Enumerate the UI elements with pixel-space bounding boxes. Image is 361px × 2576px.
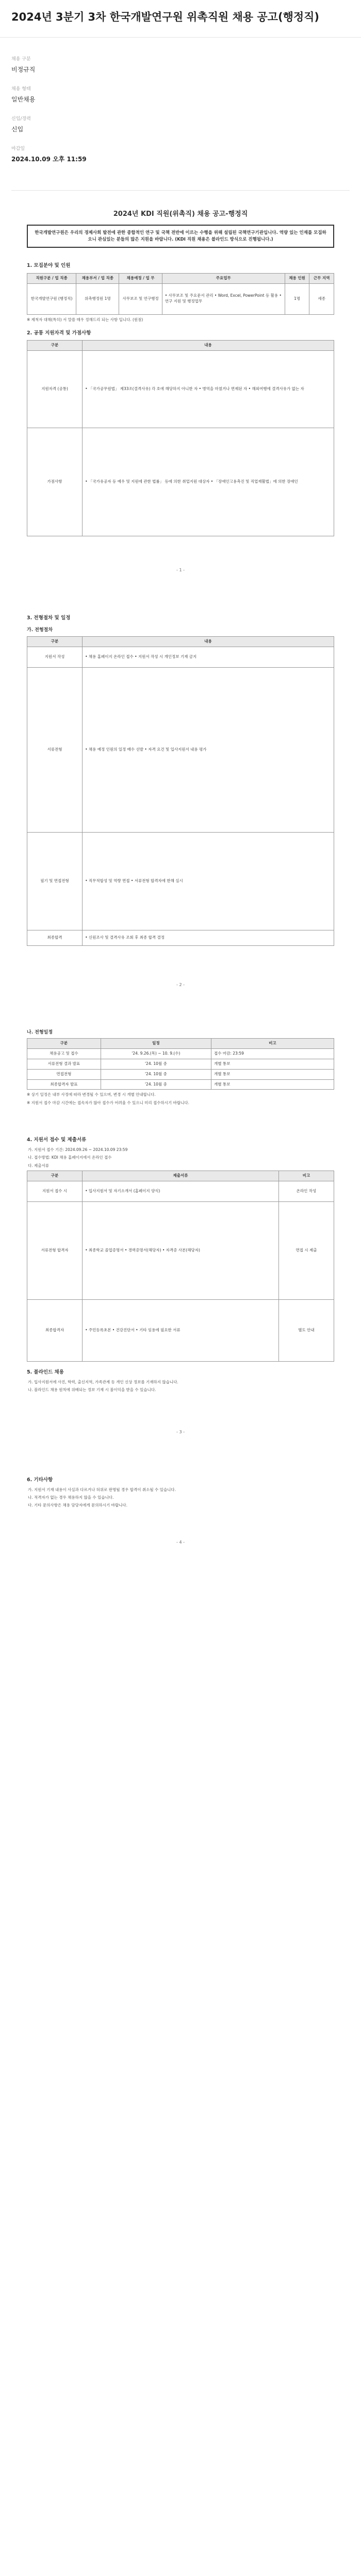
table-row <box>27 832 334 930</box>
section-6-line: 다. 기타 문의사항은 채용 담당자에게 문의하시기 바랍니다. <box>28 1503 127 1508</box>
career-level-value: 신입 <box>11 126 24 133</box>
table-header: 직원구분 / 업 직종 <box>27 273 76 283</box>
table-cell: 지원서 접수 시 <box>27 1181 83 1201</box>
table-header: 비고 <box>211 1039 334 1049</box>
section-4-line: 나. 접수방법: KDI 채용 홈페이지에서 온라인 접수 <box>28 1155 112 1160</box>
table-cell: 사무보조 및 연구행정 <box>119 283 162 314</box>
section-6-title: 6. 기타사항 <box>27 1477 53 1483</box>
table-cell: • 「국가유공자 등 예우 및 지원에 관한 법률」 등에 의한 취업지원 대상자 • 「장애인고용촉진 및 직업재활법」에 의한 장애인 <box>83 428 334 536</box>
table-cell: 한국개발연구원 (행정직) <box>27 283 76 314</box>
schedule-note: ※ 지원서 접수 마감 시간에는 접속자가 많아 접수가 어려울 수 있으니 미리 접수하시기 바랍니다. <box>27 1100 189 1105</box>
section-1-note: ※ 제척자 대해(특히) 서 말씀 매우 정해드리 되는 사항 입니다. (원점) <box>27 317 143 322</box>
doc-heading: 2024년 KDI 직원(위촉직) 채용 공고-행정직 <box>113 210 248 218</box>
table-cell: 채용공고 및 접수 <box>27 1048 101 1059</box>
section-5-title: 5. 블라인드 채용 <box>27 1369 64 1375</box>
deadline-value: 2024.10.09 오후 11:59 <box>11 156 87 163</box>
table-cell: • 신원조사 및 결격사유 조회 후 최종 합격 결정 <box>83 930 334 945</box>
page-number: - 3 - <box>176 1429 185 1434</box>
table-header: 비고 <box>278 1171 334 1181</box>
table-header: 내용 <box>83 636 334 647</box>
posting-document <box>11 191 350 1545</box>
table-header: 근무 지역 <box>309 273 334 283</box>
table-cell: 면접 시 제출 <box>278 1201 334 1299</box>
table-cell: • 주민등록초본 • 건강진단서 • 기타 임용에 필요한 서류 <box>83 1299 279 1361</box>
table-row <box>27 1181 334 1201</box>
table-cell: 접수 마감: 23:59 <box>211 1048 334 1059</box>
schedule-note: ※ 상기 일정은 내부 사정에 따라 변경될 수 있으며, 변경 시 개별 안내합니다. <box>27 1092 156 1097</box>
table-row <box>27 667 334 832</box>
table-cell: 개별 통보 <box>211 1079 334 1090</box>
table-cell: 필기 및 면접전형 <box>27 832 83 930</box>
deadline-label: 마감일 <box>11 146 25 152</box>
table-cell: • 사무보조 및 주요문서 관리 • Word, Excel, PowerPoint 등 활용 • 연구 지원 및 행정업무 <box>162 283 285 314</box>
table-row <box>27 1079 334 1090</box>
table-cell: • 「국가공무원법」 제33조(결격사유) 각 호에 해당하지 아니한 자 • 병역을 마쳤거나 면제된 자 • 해외여행에 결격사유가 없는 자 <box>83 350 334 428</box>
table-cell: '24. 10월 중 <box>101 1079 211 1090</box>
table-cell: 지원서 작성 <box>27 647 83 667</box>
table-cell: 면접전형 <box>27 1069 101 1079</box>
section-5-line: 나. 블라인드 채용 원칙에 위배되는 정보 기재 시 불이익을 받을 수 있습니다. <box>28 1387 156 1393</box>
table-cell: 개별 통보 <box>211 1059 334 1069</box>
table-header: 제출서류 <box>83 1171 279 1181</box>
employment-type-value: 비정규직 <box>11 66 36 74</box>
table-cell: '24. 9.26.(목) ~ 10. 9.(수) <box>101 1048 211 1059</box>
table-header: 구분 <box>27 1171 83 1181</box>
section-2-title: 2. 공통 지원자격 및 가점사항 <box>27 330 91 336</box>
table-row <box>27 930 334 945</box>
table-cell: 가점사항 <box>27 428 83 536</box>
table-cell: 최종합격자 발표 <box>27 1079 101 1090</box>
table-cell: 1명 <box>285 283 309 314</box>
table-row <box>27 350 334 428</box>
section-5-line: 가. 입사지원서에 사진, 학력, 출신지역, 가족관계 등 개인 신상 정보를 기재하지 않습니다. <box>28 1380 178 1385</box>
table-row <box>27 1299 334 1361</box>
table-cell: 지원자격 (공통) <box>27 350 83 428</box>
section-4-line: 가. 지원서 접수 기간: 2024.09.26 ~ 2024.10.09 23:59 <box>28 1147 128 1153</box>
table-row <box>27 1201 334 1299</box>
table-cell: '24. 10월 중 <box>101 1059 211 1069</box>
table-cell: 최종합격 <box>27 930 83 945</box>
process-table <box>27 636 334 946</box>
section-3-title: 3. 전형절차 및 일정 <box>27 615 71 621</box>
table-cell: • 채용 예정 인원의 일정 배수 선발 • 자격 요건 및 입사지원서 내용 평가 <box>83 667 334 832</box>
table-header: 구분 <box>27 341 83 351</box>
page-number: - 1 - <box>176 567 185 572</box>
section-3-subtitle: 가. 전형절차 <box>27 628 53 633</box>
page-number: - 2 - <box>176 982 185 987</box>
table-cell: • 최종학교 졸업증명서 • 경력증명서(해당자) • 자격증 사본(해당자) <box>83 1201 279 1299</box>
page-title: 2024년 3분기 3차 한국개발연구원 위촉직원 채용 공고(행정직) <box>0 0 361 38</box>
table-header: 내용 <box>83 341 334 351</box>
hiring-form-value: 일반채용 <box>11 96 36 104</box>
table-header: 구분 <box>27 1039 101 1049</box>
job-meta <box>0 38 361 181</box>
section-4-line: 다. 제출서류 <box>28 1163 49 1168</box>
table-cell: 서류전형 합격자 <box>27 1201 83 1299</box>
table-row <box>27 283 334 314</box>
table-header: 채용부서 / 업 직종 <box>76 273 119 283</box>
section-6-line: 나. 적격자가 없는 경우 채용하지 않을 수 있습니다. <box>28 1495 114 1500</box>
section-6-line: 가. 지원서 기재 내용이 사실과 다르거나 허위로 판명될 경우 합격이 취소될 수 있습니다. <box>28 1487 176 1492</box>
table-header: 일정 <box>101 1039 211 1049</box>
table-row <box>27 1048 334 1059</box>
table-cell: 온라인 작성 <box>278 1181 334 1201</box>
page-number: - 4 - <box>176 1539 185 1545</box>
table-header: 구분 <box>27 636 83 647</box>
table-row <box>27 1059 334 1069</box>
employment-type-label: 채용 구분 <box>11 57 31 62</box>
section-4-title: 4. 지원서 접수 및 제출서류 <box>27 1137 87 1143</box>
table-cell: 최종합격자 <box>27 1299 83 1361</box>
table-cell: • 직무적합성 및 역량 면접 • 서류전형 합격자에 한해 실시 <box>83 832 334 930</box>
table-cell: 개별 통보 <box>211 1069 334 1079</box>
table-header: 채용예정 / 업 무 <box>119 273 162 283</box>
table-cell: 별도 안내 <box>278 1299 334 1361</box>
schedule-table <box>27 1038 334 1090</box>
documents-table <box>27 1171 334 1362</box>
table-cell: '24. 10월 중 <box>101 1069 211 1079</box>
table-cell: • 채용 홈페이지 온라인 접수 • 지원서 작성 시 개인정보 기재 금지 <box>83 647 334 667</box>
hiring-form-label: 채용 형태 <box>11 87 31 92</box>
table-cell: 위촉행정원 1명 <box>76 283 119 314</box>
table-cell: 서류전형 <box>27 667 83 832</box>
table-header: 주요업무 <box>162 273 285 283</box>
notice-box: 한국개발연구원은 우리의 경제사회 발전에 관한 종합적인 연구 및 국책 전반에 이르는 수행을 위해 설립된 국책연구기관입니다. 역량 있는 인재를 모집하오니 관심있는 분들의 많은 지원을 바랍니다. (KDI 직원 채용은 블라인드 방식으로 진행됩니다.) <box>27 225 334 248</box>
qualification-table <box>27 340 334 536</box>
table-cell: 세종 <box>309 283 334 314</box>
recruitment-table <box>27 273 334 315</box>
table-cell: • 입사지원서 및 자기소개서 (홈페이지 양식) <box>83 1181 279 1201</box>
table-header: 채용 인원 <box>285 273 309 283</box>
table-row <box>27 428 334 536</box>
table-row <box>27 1069 334 1079</box>
career-level-label: 신입/경력 <box>11 116 31 122</box>
table-row <box>27 647 334 667</box>
table-cell: 서류전형 결과 발표 <box>27 1059 101 1069</box>
section-1-title: 1. 모집분야 및 인원 <box>27 263 71 269</box>
schedule-subtitle: 나. 전형일정 <box>27 1029 53 1035</box>
